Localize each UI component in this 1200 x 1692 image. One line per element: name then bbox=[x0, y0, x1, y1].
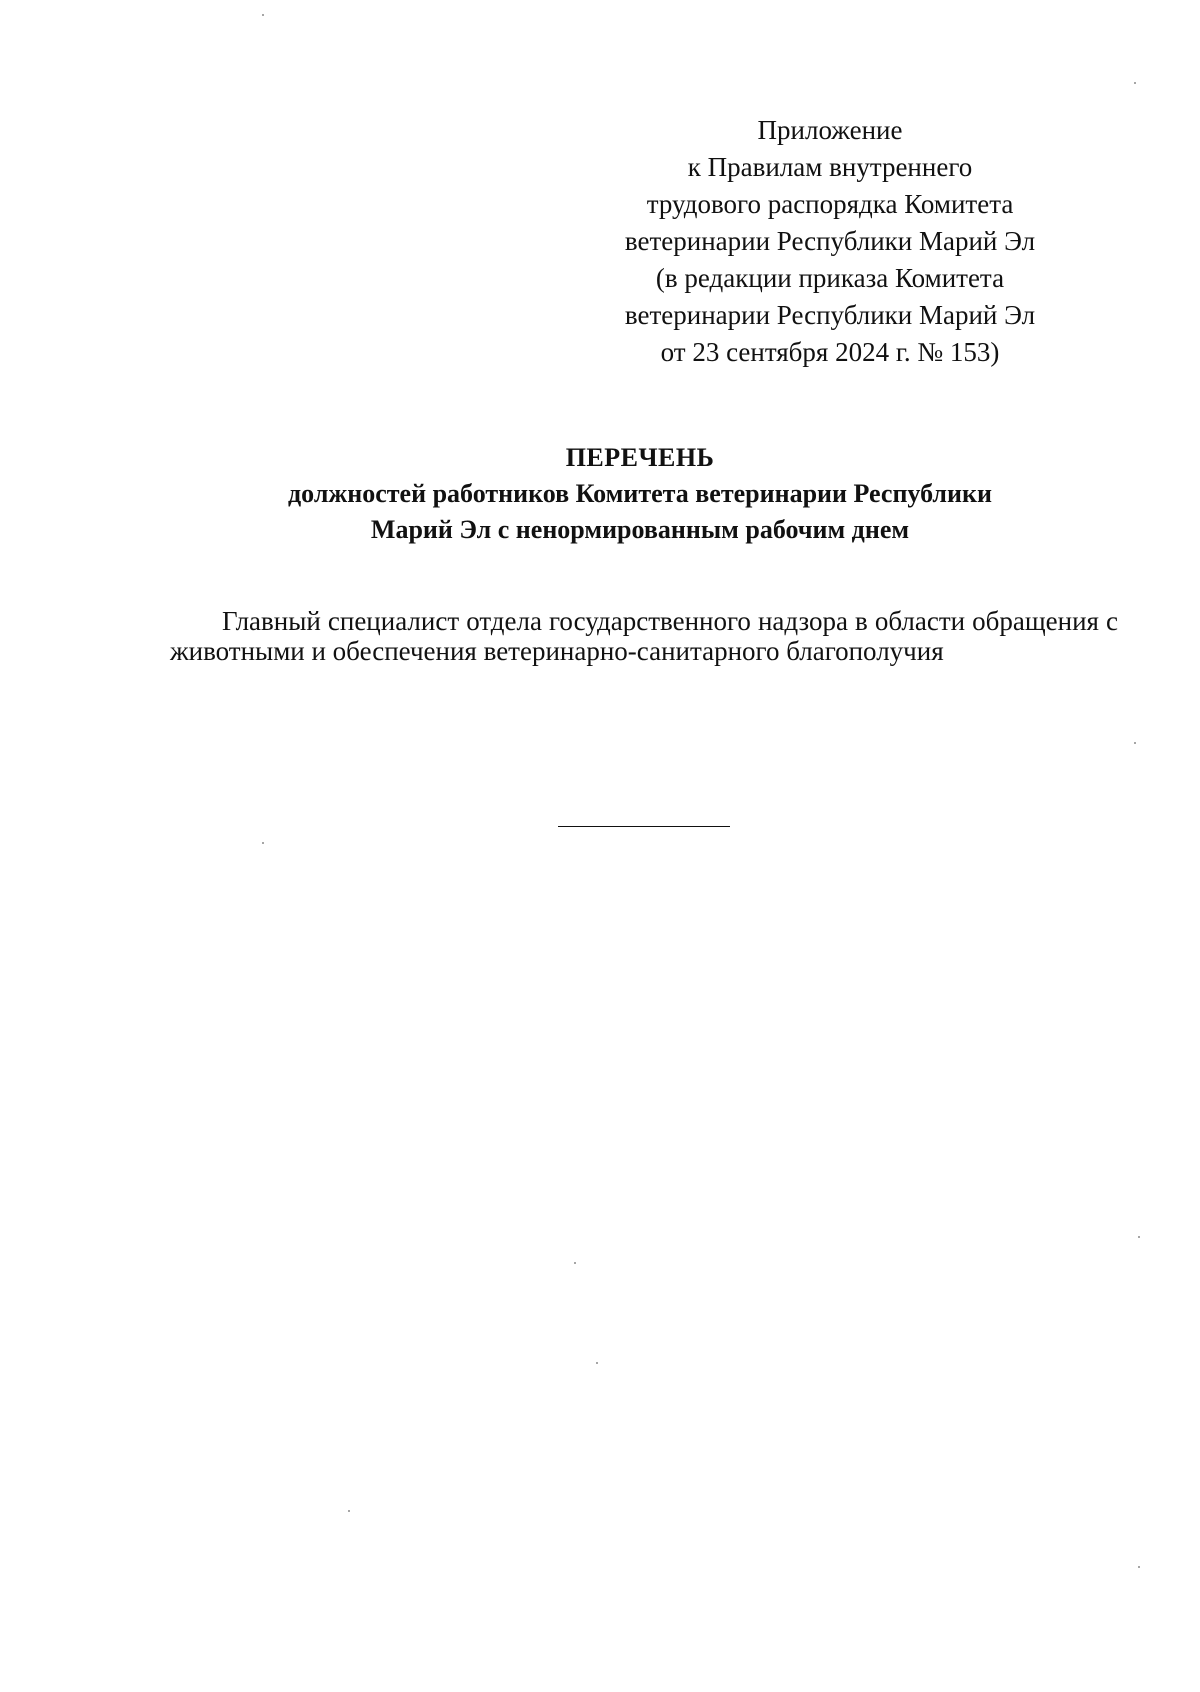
title-line: Марий Эл с ненормированным рабочим днем bbox=[370, 515, 910, 544]
appendix-line: ветеринарии Республики Марий Эл bbox=[624, 226, 1036, 256]
appendix-header bbox=[590, 112, 1070, 371]
scan-speck bbox=[348, 1510, 350, 1512]
scan-speck bbox=[1134, 742, 1136, 744]
position-paragraph: Главный специалист отдела государственного надзора в области обращения с животными и обеспечения ветеринарно-санитарного благополучия bbox=[170, 606, 1118, 666]
appendix-line: от 23 сентября 2024 г. № 153) bbox=[660, 337, 1000, 367]
scan-speck bbox=[1134, 82, 1136, 84]
scan-speck bbox=[262, 842, 264, 844]
document-title bbox=[160, 440, 1120, 548]
title-line: должностей работников Комитета ветеринарии Республики bbox=[288, 479, 992, 508]
scan-speck bbox=[574, 1262, 576, 1264]
title-heading: ПЕРЕЧЕНЬ bbox=[565, 443, 715, 472]
appendix-line: трудового распорядка Комитета bbox=[646, 189, 1014, 219]
appendix-line: ветеринарии Республики Марий Эл bbox=[624, 300, 1036, 330]
scan-speck bbox=[1138, 1236, 1140, 1238]
scan-speck bbox=[1138, 1566, 1140, 1568]
appendix-line: (в редакции приказа Комитета bbox=[655, 263, 1005, 293]
appendix-line: Приложение bbox=[757, 115, 903, 145]
scan-speck bbox=[262, 14, 264, 16]
appendix-line: к Правилам внутреннего bbox=[687, 152, 973, 182]
closing-divider bbox=[558, 826, 730, 827]
scan-speck bbox=[596, 1362, 598, 1364]
